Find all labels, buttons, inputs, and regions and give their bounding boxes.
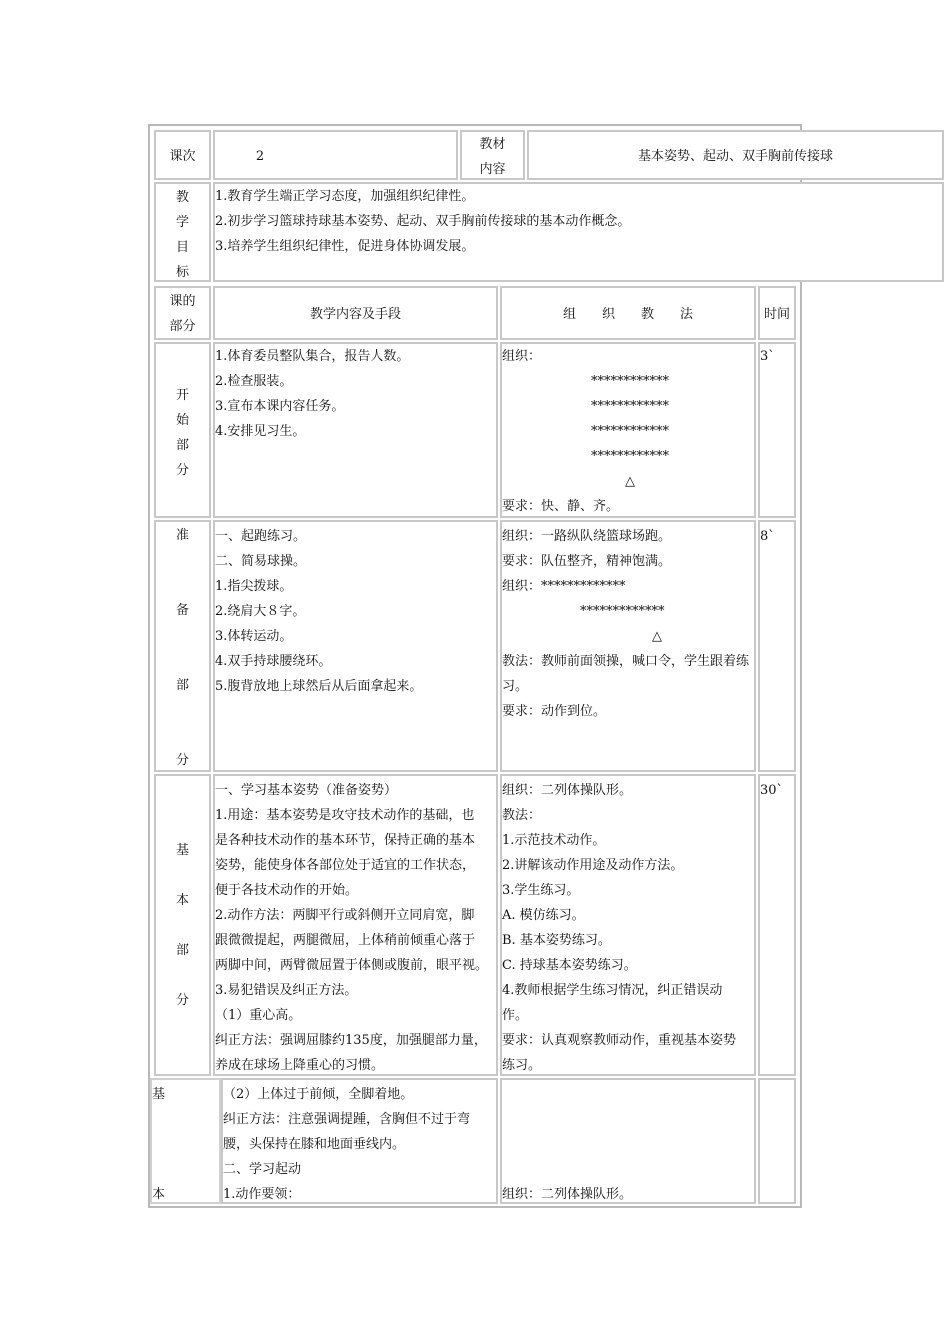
- goals-label-char: 教: [175, 190, 189, 205]
- lesson-label: 课次: [169, 149, 196, 164]
- part-header: 课的 部分: [169, 294, 196, 334]
- org-line: 要求：队伍整齐，精神饱满。: [502, 554, 672, 569]
- goals-list: [215, 184, 630, 259]
- content-line: 5.腹背放地上球然后从后面拿起来。: [215, 679, 423, 694]
- prep-org-list: [502, 524, 671, 599]
- prep-label-char: 备: [175, 603, 189, 618]
- basic-label-cell: [154, 774, 211, 1076]
- goals-label-char: 学: [175, 215, 189, 230]
- start-requirement: 要求：快、静、齐。: [502, 499, 620, 514]
- start-label-char: 部: [175, 438, 189, 453]
- time-header: 时间: [763, 307, 790, 322]
- formation-row: ************: [591, 399, 669, 414]
- basic-org-cell: [500, 774, 756, 1076]
- basic-label-char: 本: [175, 893, 189, 908]
- cont-org: 组织：二列体操队形。: [502, 1187, 633, 1202]
- content-line: 1.指尖拨球。: [215, 579, 293, 594]
- teacher-triangle-icon: △: [652, 629, 662, 644]
- content-line: 3.易犯错误及纠正方法。: [215, 983, 358, 998]
- org-line: 4.教师根据学生练习情况，纠正错误动: [502, 983, 723, 998]
- org-line: A. 模仿练习。: [502, 908, 585, 923]
- content-line: 便于各技术动作的开始。: [215, 883, 359, 898]
- org-line: 组织：*************: [502, 579, 626, 594]
- content-line: 2.绕肩大８字。: [215, 604, 306, 619]
- formation-row: ************: [591, 449, 669, 464]
- content-line: 二、学习起动: [223, 1162, 302, 1177]
- start-label-char: 始: [175, 413, 189, 428]
- cont-content-cell: [221, 1078, 498, 1204]
- org-line: 习。: [502, 679, 529, 694]
- basic-label-char: 基: [175, 843, 189, 858]
- org-line: 1.示范技术动作。: [502, 833, 606, 848]
- basic-content-cell: [213, 774, 498, 1076]
- content-line: 1.体育委员整队集合，报告人数。: [215, 349, 410, 364]
- org-line: 要求：动作到位。: [502, 704, 607, 719]
- org-line: 练习。: [502, 1058, 542, 1073]
- org-line: 要求：认真观察教师动作，重视基本姿势: [502, 1033, 737, 1048]
- org-line: C. 持球基本姿势练习。: [502, 958, 637, 973]
- goals-label-char: 标: [175, 265, 189, 280]
- prep-label-char: 部: [175, 678, 189, 693]
- org-line: 教法：: [502, 808, 542, 823]
- start-org-cell: [500, 342, 756, 518]
- prep-label-cell: [154, 520, 211, 772]
- start-label-char: 开: [175, 388, 189, 403]
- content-line: 4.安排见习生。: [215, 424, 306, 439]
- prep-label-char: 准: [175, 528, 189, 543]
- basic-content-list: [215, 778, 488, 1078]
- content-line: 二、简易球操。: [215, 554, 307, 569]
- content-line: 腰，头保持在膝和地面垂线内。: [223, 1137, 406, 1152]
- goals-label-cell: [154, 182, 211, 282]
- content-line: 一、学习基本姿势（准备姿势）: [215, 783, 398, 798]
- org-header: 组 织 教 法: [562, 307, 693, 322]
- org-line: 组织：一路纵队绕篮球场跑。: [502, 529, 672, 544]
- content-line: 纠正方法：注意强调提踵，含胸但不过于弯: [223, 1112, 471, 1127]
- start-label-char: 分: [175, 463, 189, 478]
- content-line: 姿势，能使身体各部位处于适宜的工作状态，: [215, 858, 476, 873]
- prep-time-cell: [758, 520, 796, 772]
- prep-org-cell: [500, 520, 756, 772]
- lesson-number-cell: [213, 130, 458, 180]
- content-line: （1）重心高。: [215, 1008, 302, 1023]
- content-line: （2）上体过于前倾，全脚着地。: [223, 1087, 414, 1102]
- cont-label-char: 基: [152, 1087, 166, 1102]
- start-label-cell: [154, 342, 211, 518]
- part-header-cell: [154, 286, 211, 340]
- basic-org-list: [502, 778, 736, 1078]
- content-line: 2.检查服装。: [215, 374, 293, 389]
- content-line: 养成在球场上降重心的习惯。: [215, 1058, 385, 1073]
- content-line: 4.双手持球腰绕环。: [215, 654, 332, 669]
- prep-label-char: 分: [175, 753, 189, 768]
- content-line: 1.用途：基本姿势是攻守技术动作的基础，也: [215, 808, 475, 823]
- content-header-cell: [213, 286, 498, 340]
- org-header-cell: [500, 286, 756, 340]
- lesson-number: 2: [255, 149, 265, 164]
- formation-row: ************: [591, 424, 669, 439]
- formation-row: *************: [580, 604, 665, 619]
- content-line: 3.体转运动。: [215, 629, 293, 644]
- content-line: 纠正方法：强调屈膝约135度，加强腿部力量，: [215, 1033, 487, 1048]
- material-text: 基本姿势、起动、双手胸前传接球: [637, 149, 833, 164]
- cont-label-cell: [150, 1078, 221, 1204]
- content-line: 一、起跑练习。: [215, 529, 307, 544]
- basic-time-cell: [758, 774, 796, 1076]
- goal-item: 2.初步学习篮球持球基本姿势、起动、双手胸前传接球的基本动作概念。: [215, 214, 631, 229]
- material-label-cell: [460, 130, 525, 180]
- cont-org-cell: [500, 1078, 756, 1204]
- org-line: 作。: [502, 1008, 529, 1023]
- formation-row: ************: [591, 374, 669, 389]
- lesson-plan-table: [148, 124, 833, 1208]
- basic-label-char: 分: [175, 993, 189, 1008]
- goal-item: 1.教育学生端正学习态度，加强组织纪律性。: [215, 189, 475, 204]
- goal-item: 3.培养学生组织纪律性，促进身体协调发展。: [215, 239, 475, 254]
- cont-time-cell: [758, 1078, 796, 1204]
- material-label: 教材 内容: [479, 137, 506, 177]
- start-org-label: 组织：: [502, 349, 542, 364]
- prep-method-list: [502, 649, 749, 724]
- start-content-cell: [213, 342, 498, 518]
- content-line: 2.动作方法：两脚平行或斜侧开立同肩宽，脚: [215, 908, 475, 923]
- start-time: 3`: [760, 349, 775, 364]
- org-line: 组织：二列体操队形。: [502, 783, 633, 798]
- content-line: 两脚中间，两臂微屈置于体侧或腹前，眼平视。: [215, 958, 489, 973]
- goals-cell: [213, 182, 944, 282]
- content-line: 是各种技术动作的基本环节，保持正确的基本: [215, 833, 476, 848]
- prep-content-list: [215, 524, 422, 699]
- start-content-list: [215, 344, 409, 444]
- material-cell: [527, 130, 944, 180]
- teacher-triangle-icon: △: [625, 474, 635, 489]
- prep-time: 8`: [760, 529, 775, 544]
- content-line: 3.宣布本课内容任务。: [215, 399, 345, 414]
- cont-label-char: 本: [152, 1187, 166, 1202]
- goals-label-char: 目: [175, 240, 189, 255]
- content-header: 教学内容及手段: [309, 307, 401, 322]
- basic-label-char: 部: [175, 943, 189, 958]
- basic-time: 30`: [760, 783, 784, 798]
- cont-content-list: [223, 1082, 470, 1207]
- prep-content-cell: [213, 520, 498, 772]
- time-header-cell: [758, 286, 796, 340]
- org-line: 教法：教师前面领操，喊口令，学生跟着练: [502, 654, 750, 669]
- start-time-cell: [758, 342, 796, 518]
- org-line: 3.学生练习。: [502, 883, 580, 898]
- content-line: 1.动作要领：: [223, 1187, 301, 1202]
- org-line: B. 基本姿势练习。: [502, 933, 611, 948]
- lesson-label-cell: [154, 130, 211, 180]
- org-line: 2.讲解该动作用途及动作方法。: [502, 858, 684, 873]
- content-line: 跟微微提起，两腿微屈，上体稍前倾重心落于: [215, 933, 476, 948]
